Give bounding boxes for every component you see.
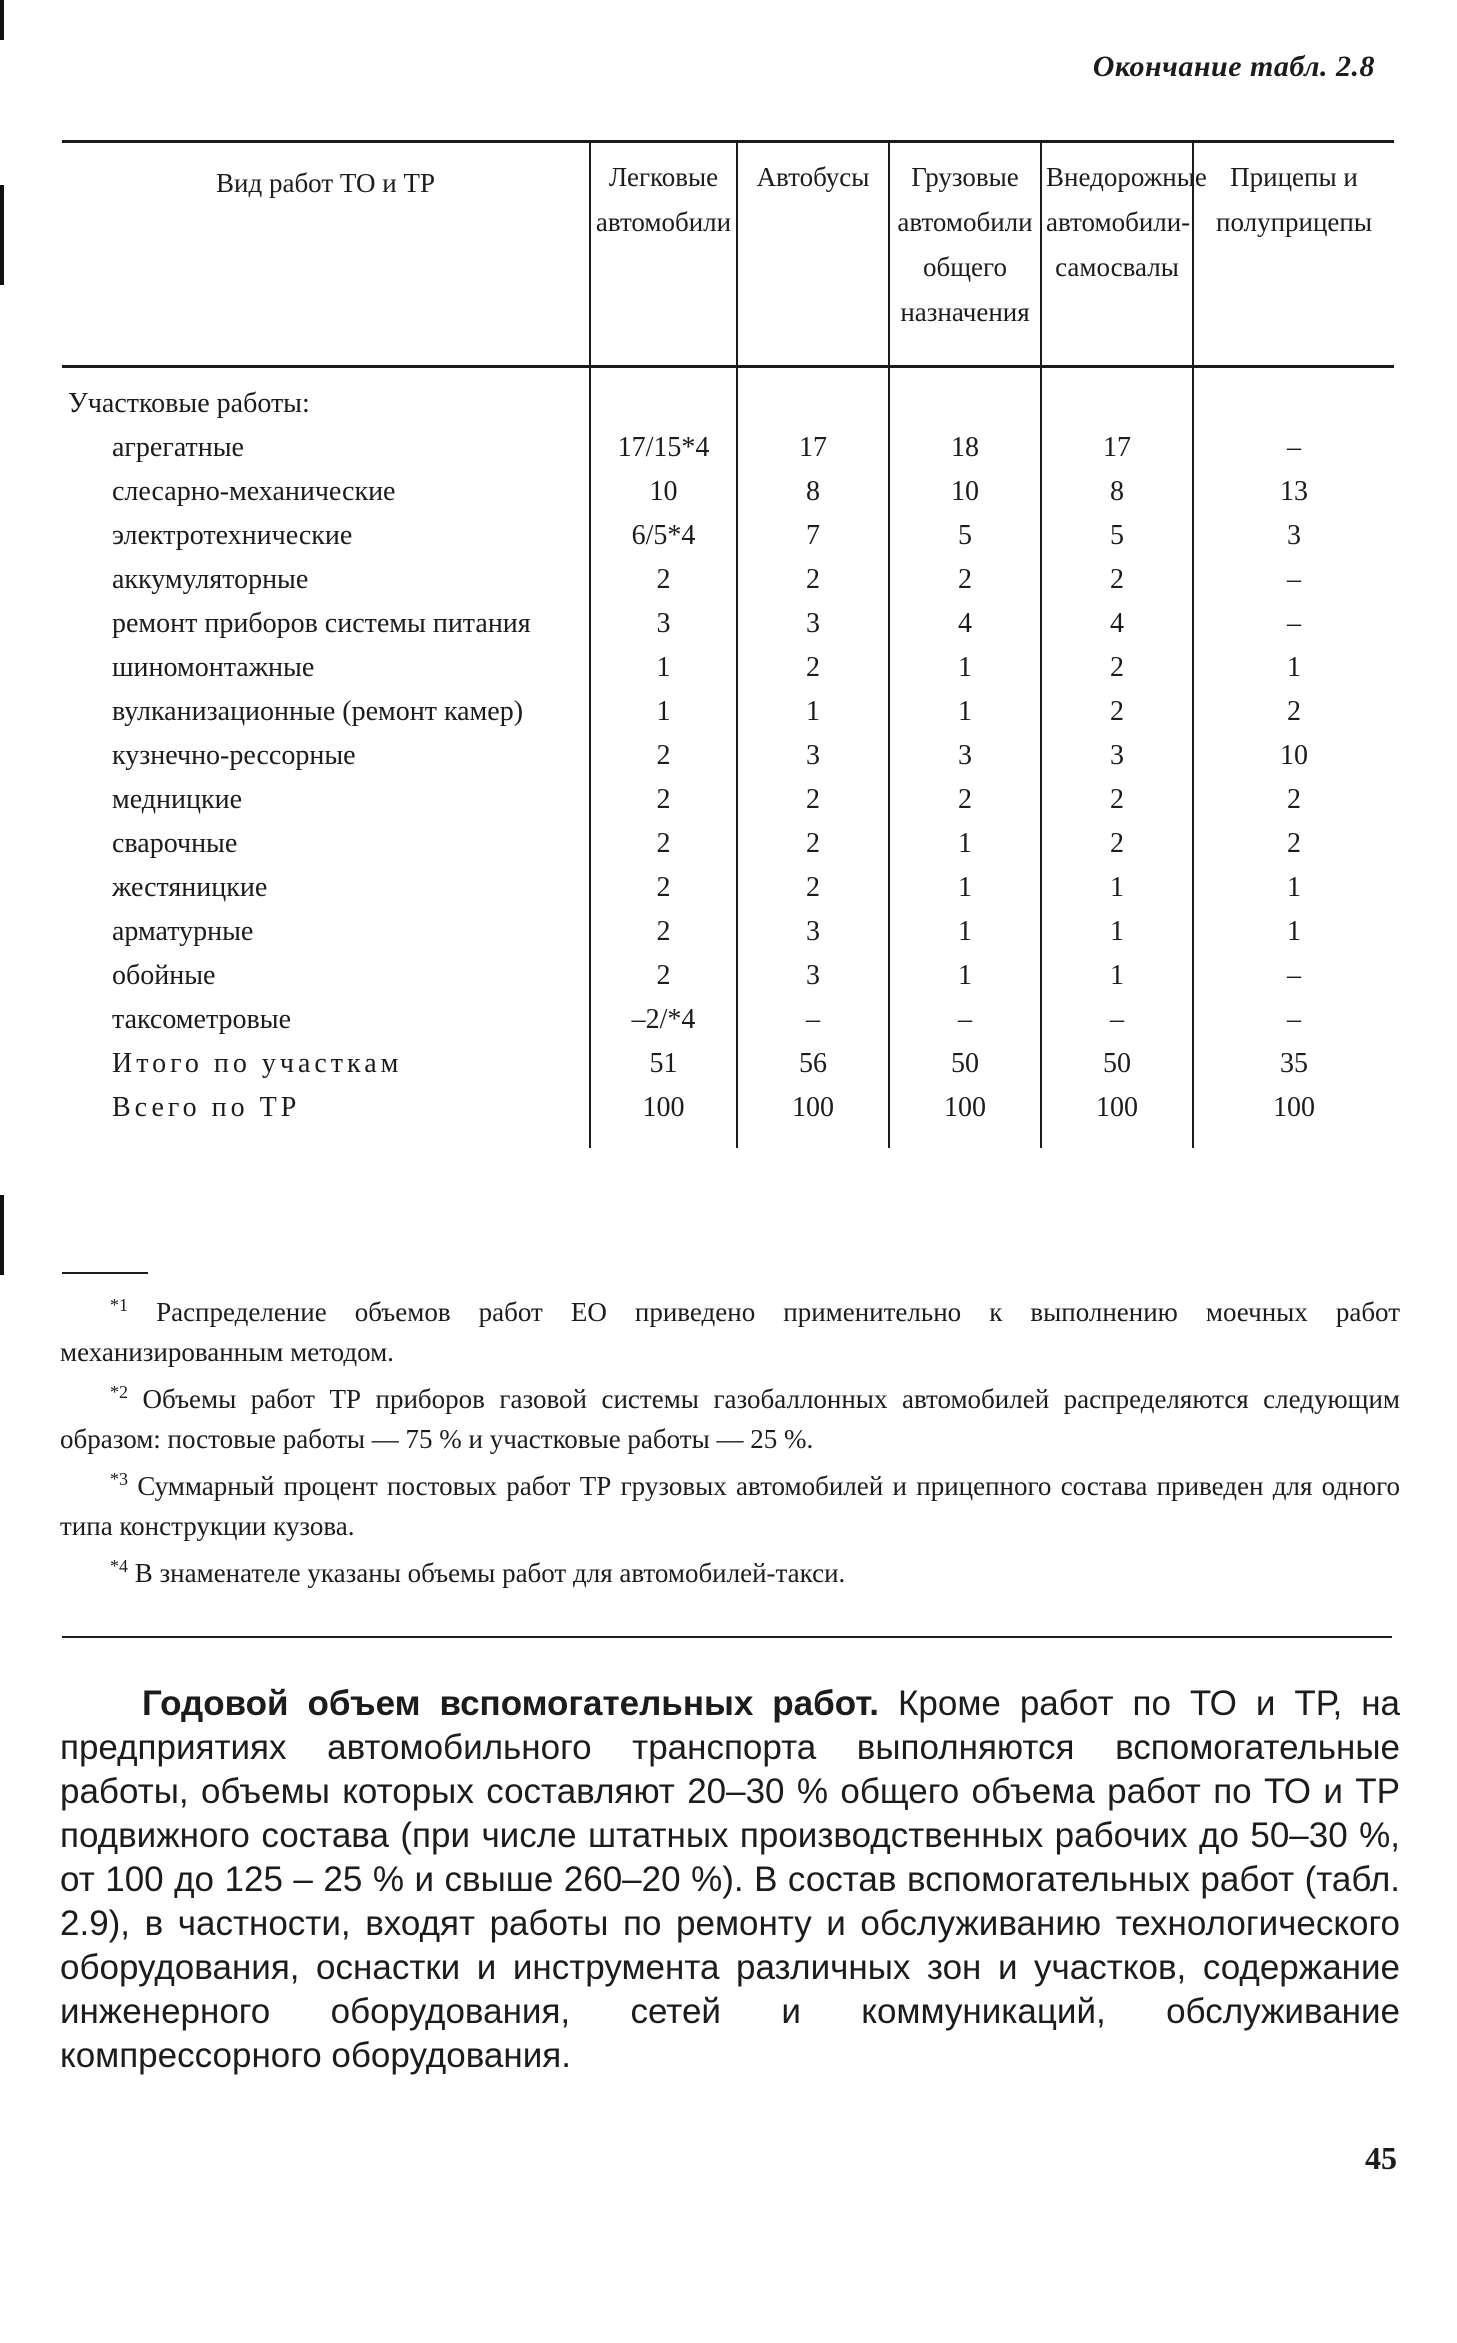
cell-value: 1 <box>590 690 737 734</box>
cell-value: 1 <box>889 822 1041 866</box>
footnote-mark: *2 <box>110 1382 128 1402</box>
cell-value: – <box>1041 998 1193 1042</box>
cell-value: 2 <box>737 646 889 690</box>
body-paragraph <box>60 1682 1400 2078</box>
cell-value: –2/*4 <box>590 998 737 1042</box>
cell-value: 2 <box>590 734 737 778</box>
cell-value: 2 <box>737 866 889 910</box>
cell-value: 3 <box>737 734 889 778</box>
table-row <box>62 866 1394 910</box>
cell-value: 2 <box>590 954 737 998</box>
cell-value: 13 <box>1193 470 1394 514</box>
cell-value: 17 <box>1041 426 1193 470</box>
footnote <box>60 1285 1400 1372</box>
cell-value: 2 <box>737 558 889 602</box>
cell-value: 1 <box>889 646 1041 690</box>
cell-value: 1 <box>1193 910 1394 954</box>
header-trucks: Грузовые автомобили общего назначения <box>889 142 1041 367</box>
cell-value: 10 <box>889 470 1041 514</box>
cell-value: 2 <box>737 822 889 866</box>
table-row <box>62 690 1394 734</box>
scan-edge-mark <box>0 0 4 40</box>
footnotes <box>60 1285 1400 1593</box>
cell-value: 100 <box>737 1086 889 1148</box>
row-label: сварочные <box>112 828 238 859</box>
cell-value: – <box>737 998 889 1042</box>
table-row <box>62 734 1394 778</box>
cell-value: 3 <box>1193 514 1394 558</box>
cell-value: 50 <box>1041 1042 1193 1086</box>
cell-value: 1 <box>1041 910 1193 954</box>
cell-value: 51 <box>590 1042 737 1086</box>
cell-value: 10 <box>590 470 737 514</box>
section-title: Участковые работы: <box>68 388 310 419</box>
table-row <box>62 646 1394 690</box>
footnote-mark: *3 <box>110 1469 128 1489</box>
cell-value: – <box>1193 426 1394 470</box>
section-divider <box>62 1636 1392 1638</box>
cell-value: – <box>889 998 1041 1042</box>
header-work-type: Вид работ ТО и ТР <box>62 142 590 367</box>
table-row <box>62 910 1394 954</box>
table-row <box>62 426 1394 470</box>
cell-value: 3 <box>737 910 889 954</box>
cell-value: 1 <box>1193 866 1394 910</box>
section-row <box>62 367 1394 427</box>
cell-value: 56 <box>737 1042 889 1086</box>
footnote <box>60 1372 1400 1459</box>
header-trailers: Прицепы и полуприцепы <box>1193 142 1394 367</box>
row-label: ремонт приборов системы питания <box>112 608 531 639</box>
footnote-text: В знаменателе указаны объемы работ для автомобилей-такси. <box>134 1558 846 1588</box>
cell-value: – <box>1193 558 1394 602</box>
cell-value: 8 <box>1041 470 1193 514</box>
cell-value: 3 <box>737 954 889 998</box>
paragraph-text: Кроме работ по ТО и ТР, на предприятиях автомобильного транспорта выполняются вспомогательные работы, объемы которых составляют 20–30 % общего объема работ по ТО и ТР подвижного состава (при числе штатных производственных рабочих до 50–30 %, от 100 до 125 – 25 % и свыше 260–20 %). В состав вспомогательных работ (табл. 2.9), в частности, входят работы по ремонту и обслуживанию технологического оборудования, оснастки и инструмента различных зон и участков, содержание инженерного оборудования, сетей и коммуникаций, обслуживание компрессорного оборудования. <box>60 1684 1400 2075</box>
table-row <box>62 822 1394 866</box>
table-row <box>62 1086 1394 1148</box>
cell-value: – <box>1193 954 1394 998</box>
page-number: 45 <box>1365 2140 1397 2176</box>
row-label: арматурные <box>112 916 254 947</box>
cell-value: 2 <box>1041 778 1193 822</box>
paragraph-heading: Годовой объем вспомогательных работ. <box>142 1684 880 1723</box>
row-label: обойные <box>112 960 216 991</box>
cell-value: 1 <box>590 646 737 690</box>
cell-value: 1 <box>1041 954 1193 998</box>
cell-value: 3 <box>1041 734 1193 778</box>
cell-value: 17/15*4 <box>590 426 737 470</box>
table-row <box>62 998 1394 1042</box>
cell-value: 5 <box>1041 514 1193 558</box>
cell-value: 1 <box>737 690 889 734</box>
table-row <box>62 602 1394 646</box>
footnote-mark: *4 <box>110 1556 128 1576</box>
cell-value: 2 <box>1041 558 1193 602</box>
cell-value: 1 <box>1193 646 1394 690</box>
header-cars: Легковые автомобили <box>590 142 737 367</box>
cell-value: 18 <box>889 426 1041 470</box>
cell-value: 1 <box>889 910 1041 954</box>
cell-value: 3 <box>737 602 889 646</box>
footnote-mark: *1 <box>110 1295 128 1315</box>
cell-value: 2 <box>1193 822 1394 866</box>
footnote <box>60 1459 1400 1546</box>
cell-value: 1 <box>889 954 1041 998</box>
cell-value: 2 <box>1041 646 1193 690</box>
scan-edge-mark <box>0 185 4 285</box>
cell-value: 7 <box>737 514 889 558</box>
footnote-text: Суммарный процент постовых работ ТР грузовых автомобилей и прицепного состава приведен для одного типа конструкции кузова. <box>60 1471 1400 1541</box>
cell-value: 17 <box>737 426 889 470</box>
table-row <box>62 558 1394 602</box>
cell-value: 5 <box>889 514 1041 558</box>
row-label: электротехнические <box>112 520 353 551</box>
row-label: кузнечно-рессорные <box>112 740 356 771</box>
row-label: слесарно-механические <box>112 476 396 507</box>
row-label: шиномонтажные <box>112 652 315 683</box>
cell-value: 2 <box>590 910 737 954</box>
cell-value: 1 <box>1041 866 1193 910</box>
cell-value: 2 <box>590 558 737 602</box>
cell-value: 100 <box>590 1086 737 1148</box>
cell-value: 1 <box>889 690 1041 734</box>
footnote-text: Объемы работ ТР приборов газовой системы газобаллонных автомобилей распределяются следующим образом: постовые работы — 75 % и участковые работы — 25 %. <box>60 1384 1401 1454</box>
row-label: аккумуляторные <box>112 564 309 595</box>
cell-value: 4 <box>889 602 1041 646</box>
row-label: Итого по участкам <box>112 1048 403 1079</box>
scan-edge-mark <box>0 1195 4 1275</box>
cell-value: 2 <box>1041 690 1193 734</box>
footnote-divider <box>62 1272 148 1274</box>
cell-value: 2 <box>1041 822 1193 866</box>
cell-value: 100 <box>889 1086 1041 1148</box>
cell-value: – <box>1193 602 1394 646</box>
cell-value: 6/5*4 <box>590 514 737 558</box>
cell-value: 100 <box>1041 1086 1193 1148</box>
row-label: агрегатные <box>112 432 244 463</box>
table-row <box>62 1042 1394 1086</box>
cell-value: – <box>1193 998 1394 1042</box>
cell-value: 10 <box>1193 734 1394 778</box>
row-label: вулканизационные (ремонт камер) <box>112 696 524 727</box>
cell-value: 2 <box>1193 778 1394 822</box>
cell-value: 2 <box>1193 690 1394 734</box>
footnote-text: Распределение объемов работ ЕО приведено применительно к выполнению моечных работ механизированным методом. <box>60 1297 1401 1367</box>
cell-value: 2 <box>590 822 737 866</box>
header-offroad-dumpers: Внедорожные автомобили-самосвалы <box>1041 142 1193 367</box>
cell-value: 50 <box>889 1042 1041 1086</box>
cell-value: 2 <box>737 778 889 822</box>
cell-value: 8 <box>737 470 889 514</box>
cell-value: 35 <box>1193 1042 1394 1086</box>
header-buses: Автобусы <box>737 142 889 367</box>
cell-value: 100 <box>1193 1086 1394 1148</box>
row-label: медницкие <box>112 784 242 815</box>
footnote <box>60 1546 1400 1593</box>
cell-value: 2 <box>590 866 737 910</box>
table-caption: Окончание табл. 2.8 <box>1092 50 1375 83</box>
row-label: таксометровые <box>112 1004 291 1035</box>
row-label: жестяницкие <box>112 872 268 903</box>
cell-value: 2 <box>590 778 737 822</box>
table-row <box>62 954 1394 998</box>
cell-value: 2 <box>889 558 1041 602</box>
table-row <box>62 514 1394 558</box>
table-row <box>62 470 1394 514</box>
table-body <box>62 367 1394 1149</box>
cell-value: 3 <box>889 734 1041 778</box>
cell-value: 3 <box>590 602 737 646</box>
table-row <box>62 778 1394 822</box>
cell-value: 4 <box>1041 602 1193 646</box>
table-header-row <box>62 142 1394 367</box>
cell-value: 2 <box>889 778 1041 822</box>
work-distribution-table <box>62 140 1394 1148</box>
row-label: Всего по ТР <box>112 1092 301 1123</box>
cell-value: 1 <box>889 866 1041 910</box>
